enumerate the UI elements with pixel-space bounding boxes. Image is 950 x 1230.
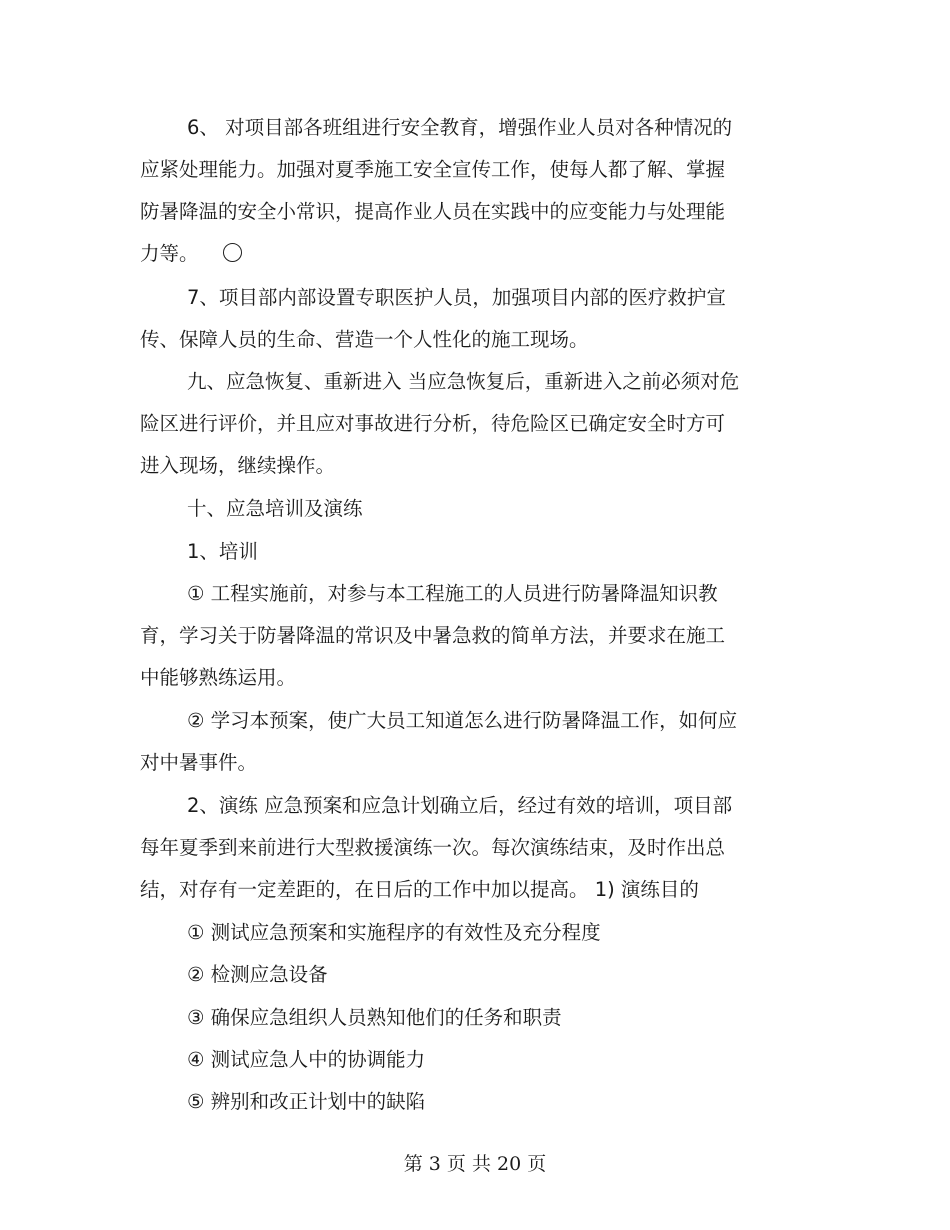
body-line: 育，学习关于防暑降温的常识及中暑急救的简单方法，并要求在施工: [140, 624, 726, 647]
body-line: 进入现场，继续操作。: [140, 454, 336, 477]
body-line: 每年夏季到来前进行大型救援演练一次。每次演练结束，及时作出总: [140, 836, 726, 859]
body-line: 结，对存有一定差距的，在日后的工作中加以提高。 1) 演练目的: [140, 878, 699, 901]
body-text: 力等。: [140, 242, 199, 265]
body-line: 防暑降温的安全小常识，提高作业人员在实践中的应变能力与处理能: [140, 200, 726, 223]
body-line: ② 学习本预案，使广大员工知道怎么进行防暑降温工作，如何应: [187, 709, 738, 732]
body-line: 应紧处理能力。加强对夏季施工安全宣传工作，使每人都了解、掌握: [140, 158, 726, 181]
body-line: 对中暑事件。: [140, 751, 258, 774]
subsection-heading-line: 2、演练 应急预案和应急计划确立后，经过有效的培训，项目部: [187, 794, 733, 817]
body-line: 中能够熟练运用。: [140, 666, 297, 689]
circle-mark-icon: [223, 243, 242, 262]
section-heading-line: 九、应急恢复、重新进入 当应急恢复后，重新进入之前必须对危: [187, 370, 740, 393]
section-heading: 十、应急培训及演练: [187, 497, 363, 520]
body-line: 6、 对项目部各班组进行安全教育，增强作业人员对各种情况的: [187, 116, 733, 139]
list-item: ① 测试应急预案和实施程序的有效性及充分程度: [187, 921, 601, 944]
body-line: 7、项目部内部设置专职医护人员，加强项目内部的医疗救护宣: [187, 286, 726, 309]
page-footer: 第 3 页 共 20 页: [403, 1153, 547, 1175]
subsection-heading: 1、培训: [187, 540, 258, 563]
list-item: ③ 确保应急组织人员熟知他们的任务和职责: [187, 1006, 562, 1029]
list-item: ⑤ 辨别和改正计划中的缺陷: [187, 1090, 426, 1113]
body-line: [140, 241, 242, 267]
body-line: 险区进行评价，并且应对事故进行分析，待危险区已确定安全时方可: [140, 412, 726, 435]
list-item: ② 检测应急设备: [187, 963, 328, 986]
body-line: 传、保障人员的生命、营造一个人性化的施工现场。: [140, 328, 589, 351]
list-item: ④ 测试应急人中的协调能力: [187, 1048, 426, 1071]
body-line: ① 工程实施前，对参与本工程施工的人员进行防暑降温知识教: [187, 582, 718, 605]
